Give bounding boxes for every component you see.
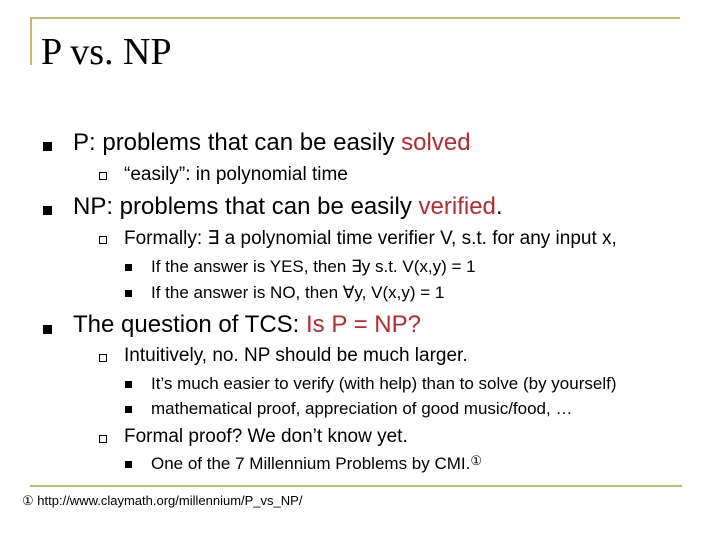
tcs-question-text: The question of TCS: — [73, 311, 307, 338]
title-frame-top — [30, 17, 680, 19]
bullet-square — [125, 381, 132, 388]
yes-case: If the answer is YES, then ∃y s.t. V(x,y) = 1 — [151, 257, 476, 276]
bullet-hollow-square — [99, 435, 107, 443]
bullet-square — [125, 461, 132, 468]
title-frame-left — [30, 17, 32, 65]
slide-title: P vs. NP — [41, 31, 172, 73]
no-case: If the answer is NO, then ∀y, V(x,y) = 1 — [151, 283, 445, 302]
tcs-question-highlight: Is P = NP? — [306, 311, 421, 338]
footer-rule — [30, 485, 682, 487]
bullet-square — [43, 206, 52, 215]
p-definition-highlight: solved — [401, 129, 471, 156]
formal-definition: Formally: ∃ a polynomial time verifier V, s.t. for any input x, — [124, 228, 617, 249]
np-definition-highlight: verified — [418, 193, 496, 220]
bullet-square — [125, 406, 132, 413]
footnote — [22, 493, 302, 509]
np-definition-period: . — [495, 193, 503, 220]
bullet-square — [43, 142, 52, 151]
bullet-hollow-square — [99, 172, 107, 180]
np-definition-text: NP: problems that can be easily — [73, 193, 419, 220]
bullet-hollow-square — [99, 354, 107, 362]
intuition: Intuitively, no. NP should be much larger. — [124, 345, 468, 366]
reason-examples: mathematical proof, appreciation of good music/food, … — [151, 399, 573, 418]
p-definition-text: P: problems that can be easily — [73, 129, 402, 156]
formal-proof: Formal proof? We don’t know yet. — [124, 426, 408, 447]
p-definition — [73, 129, 471, 157]
footnote-ref: ① — [470, 453, 483, 468]
reason-verify: It’s much easier to verify (with help) than to solve (by yourself) — [151, 374, 617, 393]
millennium-text: One of the 7 Millennium Problems by CMI. — [151, 454, 471, 473]
footnote-link[interactable]: http://www.claymath.org/millennium/P_vs_NP/ — [37, 493, 303, 508]
bullet-hollow-square — [99, 236, 107, 244]
millennium-problem — [151, 454, 482, 474]
bullet-square — [125, 290, 132, 297]
np-definition — [73, 193, 503, 221]
footnote-marker: ① — [22, 493, 34, 508]
bullet-square — [43, 325, 52, 334]
bullet-square — [125, 264, 132, 271]
tcs-question — [73, 311, 421, 339]
p-easily-note: “easily”: in polynomial time — [124, 164, 348, 185]
